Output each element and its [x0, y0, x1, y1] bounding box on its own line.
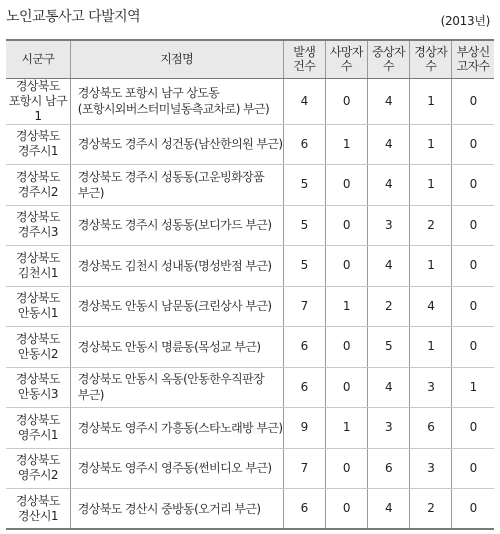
region-cell: 경상북도 안동시2 [6, 327, 70, 368]
column-header-region: 시군구 [6, 40, 70, 78]
minor-injuries-cell: 1 [410, 327, 452, 368]
minor-injuries-cell: 3 [410, 367, 452, 408]
serious-injuries-cell: 5 [367, 327, 409, 368]
column-header-reported-injuries: 부상신 고자수 [452, 40, 494, 78]
occurrences-cell: 4 [283, 78, 325, 124]
reported-injuries-cell: 0 [452, 78, 494, 124]
region-cell: 경상북도 경주시3 [6, 205, 70, 246]
occurrences-cell: 9 [283, 408, 325, 449]
header-row [6, 40, 494, 78]
year-note: (2013년) [440, 14, 490, 28]
serious-injuries-cell: 2 [367, 286, 409, 327]
serious-injuries-cell: 4 [367, 489, 409, 530]
minor-injuries-cell: 6 [410, 408, 452, 449]
table-row [6, 246, 494, 287]
region-cell: 경상북도 김천시1 [6, 246, 70, 287]
serious-injuries-cell: 4 [367, 246, 409, 287]
region-cell: 경상북도 안동시3 [6, 367, 70, 408]
reported-injuries-cell: 1 [452, 367, 494, 408]
site-cell: 경상북도 안동시 명륜동(목성교 부근) [70, 327, 283, 368]
column-header-minor-injuries: 경상자 수 [410, 40, 452, 78]
deaths-cell: 1 [325, 408, 367, 449]
reported-injuries-cell: 0 [452, 489, 494, 530]
serious-injuries-cell: 3 [367, 205, 409, 246]
table-row [6, 327, 494, 368]
region-cell: 경상북도 경주시1 [6, 124, 70, 165]
reported-injuries-cell: 0 [452, 408, 494, 449]
deaths-cell: 0 [325, 165, 367, 206]
reported-injuries-cell: 0 [452, 448, 494, 489]
deaths-cell: 0 [325, 78, 367, 124]
region-cell: 경상북도 영주시1 [6, 408, 70, 449]
region-cell: 경상북도 경주시2 [6, 165, 70, 206]
serious-injuries-cell: 4 [367, 165, 409, 206]
deaths-cell: 0 [325, 489, 367, 530]
site-cell: 경상북도 안동시 옥동(안동한우직판장 부근) [70, 367, 283, 408]
serious-injuries-cell: 4 [367, 367, 409, 408]
serious-injuries-cell: 4 [367, 78, 409, 124]
reported-injuries-cell: 0 [452, 246, 494, 287]
serious-injuries-cell: 4 [367, 124, 409, 165]
occurrences-cell: 5 [283, 205, 325, 246]
table-row [6, 367, 494, 408]
site-cell: 경상북도 김천시 성내동(명성반점 부근) [70, 246, 283, 287]
region-cell: 경상북도 영주시2 [6, 448, 70, 489]
column-header-serious-injuries: 중상자 수 [367, 40, 409, 78]
minor-injuries-cell: 1 [410, 124, 452, 165]
document-title: 노인교통사고 다발지역 [6, 9, 141, 25]
reported-injuries-cell: 0 [452, 124, 494, 165]
site-cell: 경상북도 경주시 성건동(남산한의원 부근) [70, 124, 283, 165]
reported-injuries-cell: 0 [452, 286, 494, 327]
region-cell: 경상북도 경산시1 [6, 489, 70, 530]
region-cell: 경상북도 안동시1 [6, 286, 70, 327]
minor-injuries-cell: 1 [410, 246, 452, 287]
serious-injuries-cell: 6 [367, 448, 409, 489]
minor-injuries-cell: 1 [410, 78, 452, 124]
occurrences-cell: 7 [283, 286, 325, 327]
minor-injuries-cell: 2 [410, 205, 452, 246]
table-row [6, 165, 494, 206]
table-row [6, 205, 494, 246]
deaths-cell: 0 [325, 367, 367, 408]
deaths-cell: 0 [325, 246, 367, 287]
site-cell: 경상북도 경주시 성동동(고운빙화장품 부근) [70, 165, 283, 206]
occurrences-cell: 6 [283, 124, 325, 165]
serious-injuries-cell: 3 [367, 408, 409, 449]
minor-injuries-cell: 1 [410, 165, 452, 206]
reported-injuries-cell: 0 [452, 205, 494, 246]
minor-injuries-cell: 2 [410, 489, 452, 530]
column-header-occurrences: 발생 건수 [283, 40, 325, 78]
table-row [6, 124, 494, 165]
deaths-cell: 0 [325, 205, 367, 246]
minor-injuries-cell: 3 [410, 448, 452, 489]
column-header-site: 지점명 [70, 40, 283, 78]
occurrences-cell: 6 [283, 367, 325, 408]
site-cell: 경상북도 경산시 중방동(오거리 부근) [70, 489, 283, 530]
occurrences-cell: 5 [283, 165, 325, 206]
reported-injuries-cell: 0 [452, 165, 494, 206]
site-cell: 경상북도 영주시 영주동(썬비디오 부근) [70, 448, 283, 489]
deaths-cell: 1 [325, 124, 367, 165]
column-header-deaths: 사망자 수 [325, 40, 367, 78]
table-row [6, 78, 494, 124]
site-cell: 경상북도 안동시 남문동(크린상사 부근) [70, 286, 283, 327]
site-cell: 경상북도 경주시 성동동(보디가드 부근) [70, 205, 283, 246]
table-row [6, 408, 494, 449]
table-row [6, 286, 494, 327]
occurrences-cell: 5 [283, 246, 325, 287]
site-cell: 경상북도 포항시 남구 상도동(포항시외버스터미널동측교차로) 부근) [70, 78, 283, 124]
table-row [6, 489, 494, 530]
deaths-cell: 0 [325, 327, 367, 368]
table-body [6, 78, 494, 529]
minor-injuries-cell: 4 [410, 286, 452, 327]
table-header [6, 40, 494, 78]
reported-injuries-cell: 0 [452, 327, 494, 368]
table-row [6, 448, 494, 489]
site-cell: 경상북도 영주시 가흥동(스타노래방 부근) [70, 408, 283, 449]
occurrences-cell: 6 [283, 489, 325, 530]
deaths-cell: 1 [325, 286, 367, 327]
deaths-cell: 0 [325, 448, 367, 489]
accident-table [6, 39, 494, 530]
occurrences-cell: 7 [283, 448, 325, 489]
occurrences-cell: 6 [283, 327, 325, 368]
region-cell: 경상북도 포항시 남구1 [6, 78, 70, 124]
